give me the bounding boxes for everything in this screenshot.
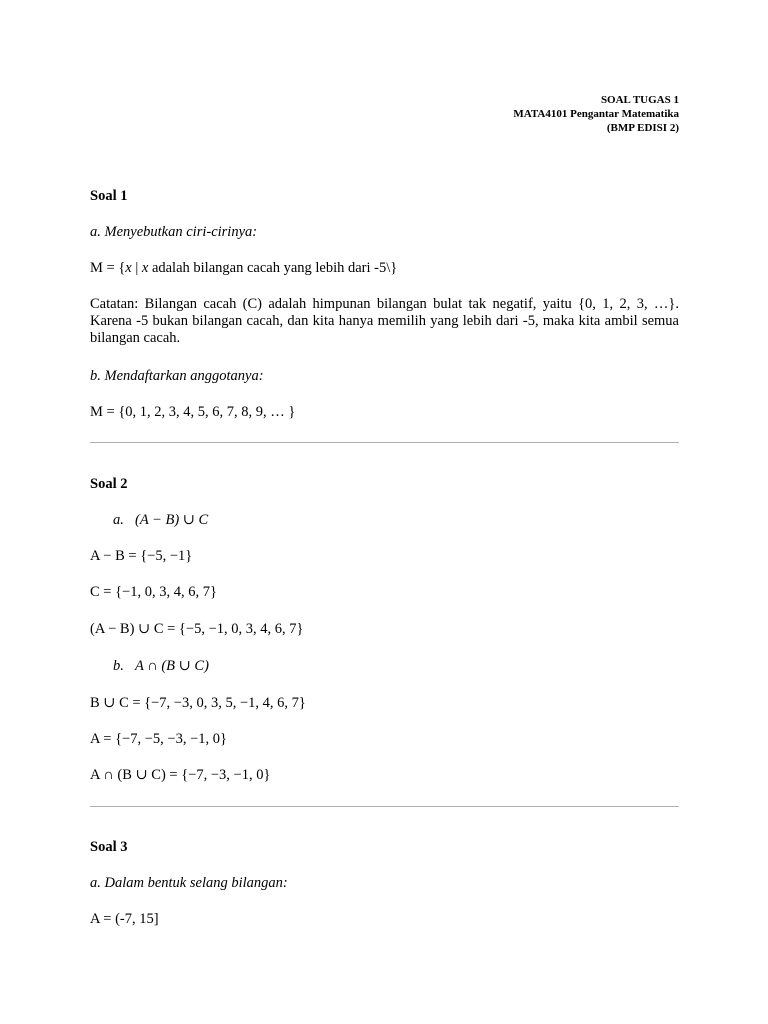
section-divider xyxy=(90,806,679,807)
set-bar: | xyxy=(131,260,142,276)
soal3-line: A = (-7, 15] xyxy=(90,911,159,927)
soal1-part-b-label: b. Mendaftarkan anggotanya: xyxy=(90,368,264,384)
set-variable: x xyxy=(141,260,149,276)
header-edition: (BMP EDISI 2) xyxy=(606,122,679,134)
soal2-part-b-expr: A ∩ (B ∪ C) xyxy=(135,658,209,674)
header-course: MATA4101 Pengantar Matematika xyxy=(513,108,679,120)
set-condition: adalah bilangan cacah yang lebih dari -5\} xyxy=(148,260,398,276)
soal2-part-b-label xyxy=(90,658,702,675)
soal2-line: A ∩ (B ∪ C) = {−7, −3, −1, 0} xyxy=(90,767,271,783)
header-title: SOAL TUGAS 1 xyxy=(600,94,679,106)
soal3-part-a-label: a. Dalam bentuk selang bilangan: xyxy=(90,875,288,891)
set-variable: x xyxy=(125,260,132,276)
soal1-part-a-label: a. Menyebutkan ciri-cirinya: xyxy=(90,224,258,240)
soal2-part-a-label xyxy=(90,512,702,529)
document-header xyxy=(513,93,679,135)
set-prefix: M = { xyxy=(90,260,126,276)
soal1-roster: M = {0, 1, 2, 3, 4, 5, 6, 7, 8, 9, … } xyxy=(90,404,296,420)
soal2-part-a-expr: (A − B) ∪ C xyxy=(135,512,209,528)
soal2-line: B ∪ C = {−7, −3, 0, 3, 5, −1, 4, 6, 7} xyxy=(90,695,306,711)
soal2-heading: Soal 2 xyxy=(90,476,128,492)
soal3-heading: Soal 3 xyxy=(90,839,128,855)
soal1-heading: Soal 1 xyxy=(90,188,128,204)
section-divider xyxy=(90,442,679,443)
list-marker: a. xyxy=(113,512,124,528)
soal1-note: Catatan: Bilangan cacah (C) adalah himpunan bilangan bulat tak negatif, yaitu {0, 1, 2, 3, …}. Karena -5 bukan bilangan cacah, dan kita hanya memilih yang lebih dari -5, maka kita ambil semua bilangan cacah. xyxy=(90,296,679,346)
list-marker: b. xyxy=(113,658,124,674)
soal1-set-builder xyxy=(90,260,679,277)
soal2-line: C = {−1, 0, 3, 4, 6, 7} xyxy=(90,584,217,600)
soal2-line: A − B = {−5, −1} xyxy=(90,548,193,564)
soal2-line: (A − B) ∪ C = {−5, −1, 0, 3, 4, 6, 7} xyxy=(90,621,304,637)
soal2-line: A = {−7, −5, −3, −1, 0} xyxy=(90,731,227,747)
